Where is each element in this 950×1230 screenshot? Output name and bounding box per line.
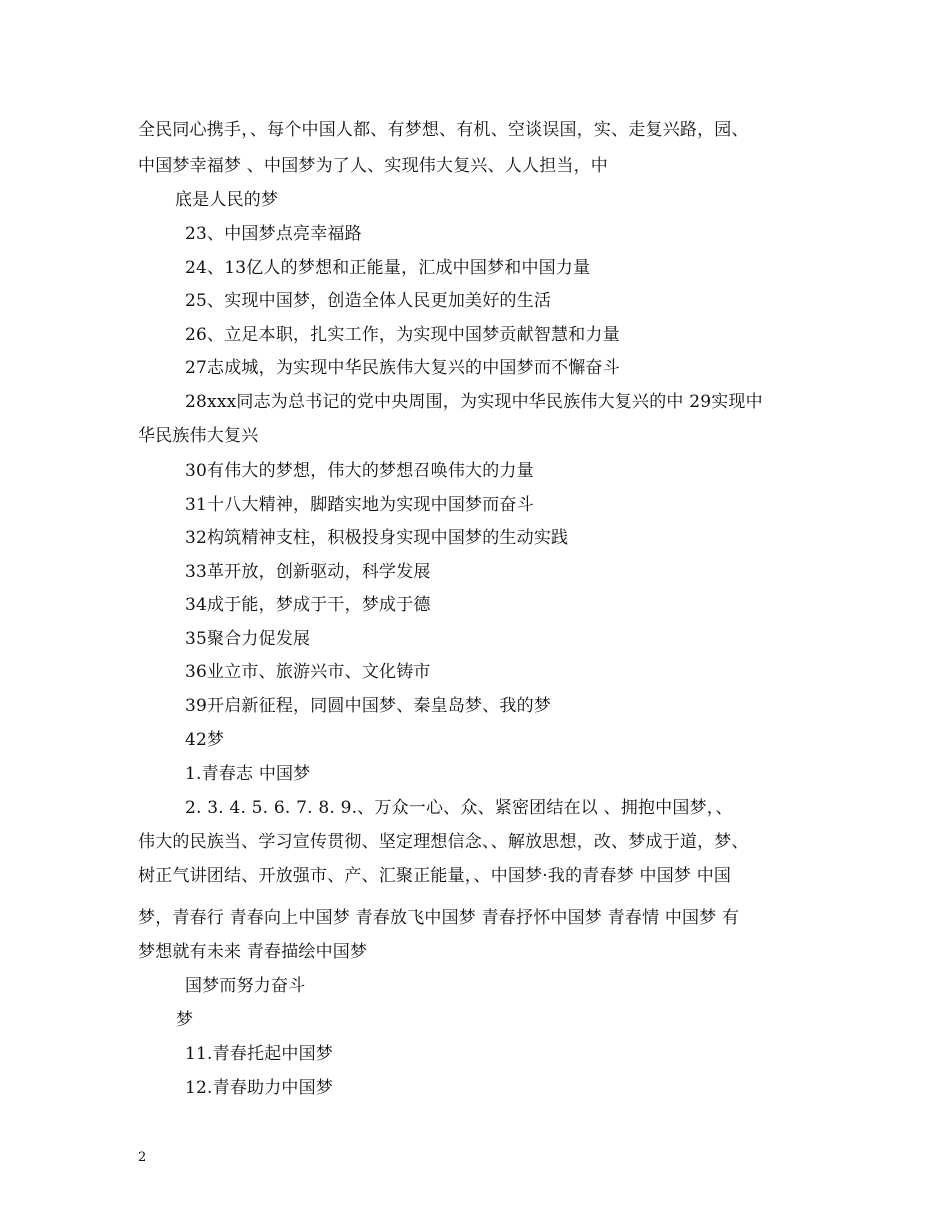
list-item: 26、立足本职，扎实工作，为实现中国梦贡献智慧和力量 (185, 325, 620, 345)
list-item: 32构筑精神支柱，积极投身实现中国梦的生动实践 (185, 528, 569, 548)
list-item: 42梦 (185, 730, 225, 750)
list-item: 39开启新征程，同圆中国梦、秦皇岛梦、我的梦 (185, 696, 552, 716)
text-line: 梦 (176, 1010, 194, 1030)
list-item: 25、实现中国梦，创造全体人民更加美好的生活 (185, 291, 552, 311)
list-item: 35聚合力促发展 (185, 629, 311, 649)
list-item: 2. 3. 4. 5. 6. 7. 8. 9.、万众一心、众、紧密团结在以 、拥抱中国梦，、 (185, 798, 733, 818)
text-line: 国梦而努力奋斗 (185, 976, 306, 996)
list-item: 31十八大精神，脚踏实地为实现中国梦而奋斗 (185, 495, 534, 515)
text-line: 全民同心携手，、每个中国人都、有梦想、有机、空谈误国，实、走复兴路，园、 (138, 120, 749, 140)
list-item: 30有伟大的梦想，伟大的梦想召唤伟大的力量 (185, 461, 534, 481)
list-item: 33革开放，创新驱动，科学发展 (185, 562, 431, 582)
list-item: 24、13亿人的梦想和正能量，汇成中国梦和中国力量 (185, 258, 591, 278)
list-item: 34成于能，梦成于干，梦成于德 (185, 595, 431, 615)
text-line: 梦，青春行 青春向上中国梦 青春放飞中国梦 青春抒怀中国梦 青春情 中国梦 有 (138, 908, 740, 928)
text-line: 伟大的民族当、学习宣传贯彻、坚定理想信念、、解放思想，改、梦成于道，梦、 (138, 832, 749, 852)
list-item: 12.青春助力中国梦 (185, 1078, 334, 1098)
text-line: 中国梦幸福梦 、中国梦为了人、实现伟大复兴、人人担当，中 (138, 156, 609, 176)
list-item: 27志成城，为实现中华民族伟大复兴的中国梦而不懈奋斗 (185, 358, 620, 378)
list-item: 1.青春志 中国梦 (185, 764, 311, 784)
text-line: 底是人民的梦 (175, 190, 279, 210)
text-line: 华民族伟大复兴 (138, 426, 259, 446)
list-item: 36业立市、旅游兴市、文化铸市 (185, 662, 431, 682)
text-line: 梦想就有未来 青春描绘中国梦 (138, 942, 368, 962)
list-item: 11.青春托起中国梦 (185, 1044, 334, 1064)
page-number: 2 (138, 1150, 147, 1165)
text-line: 树正气讲团结、开放强市、产、汇聚正能量，、中国梦·我的青春梦 中国梦 中国 (138, 866, 732, 886)
list-item: 23、中国梦点亮幸福路 (185, 224, 362, 244)
list-item: 28xxx同志为总书记的党中央周围，为实现中华民族伟大复兴的中 29实现中 (185, 392, 763, 412)
